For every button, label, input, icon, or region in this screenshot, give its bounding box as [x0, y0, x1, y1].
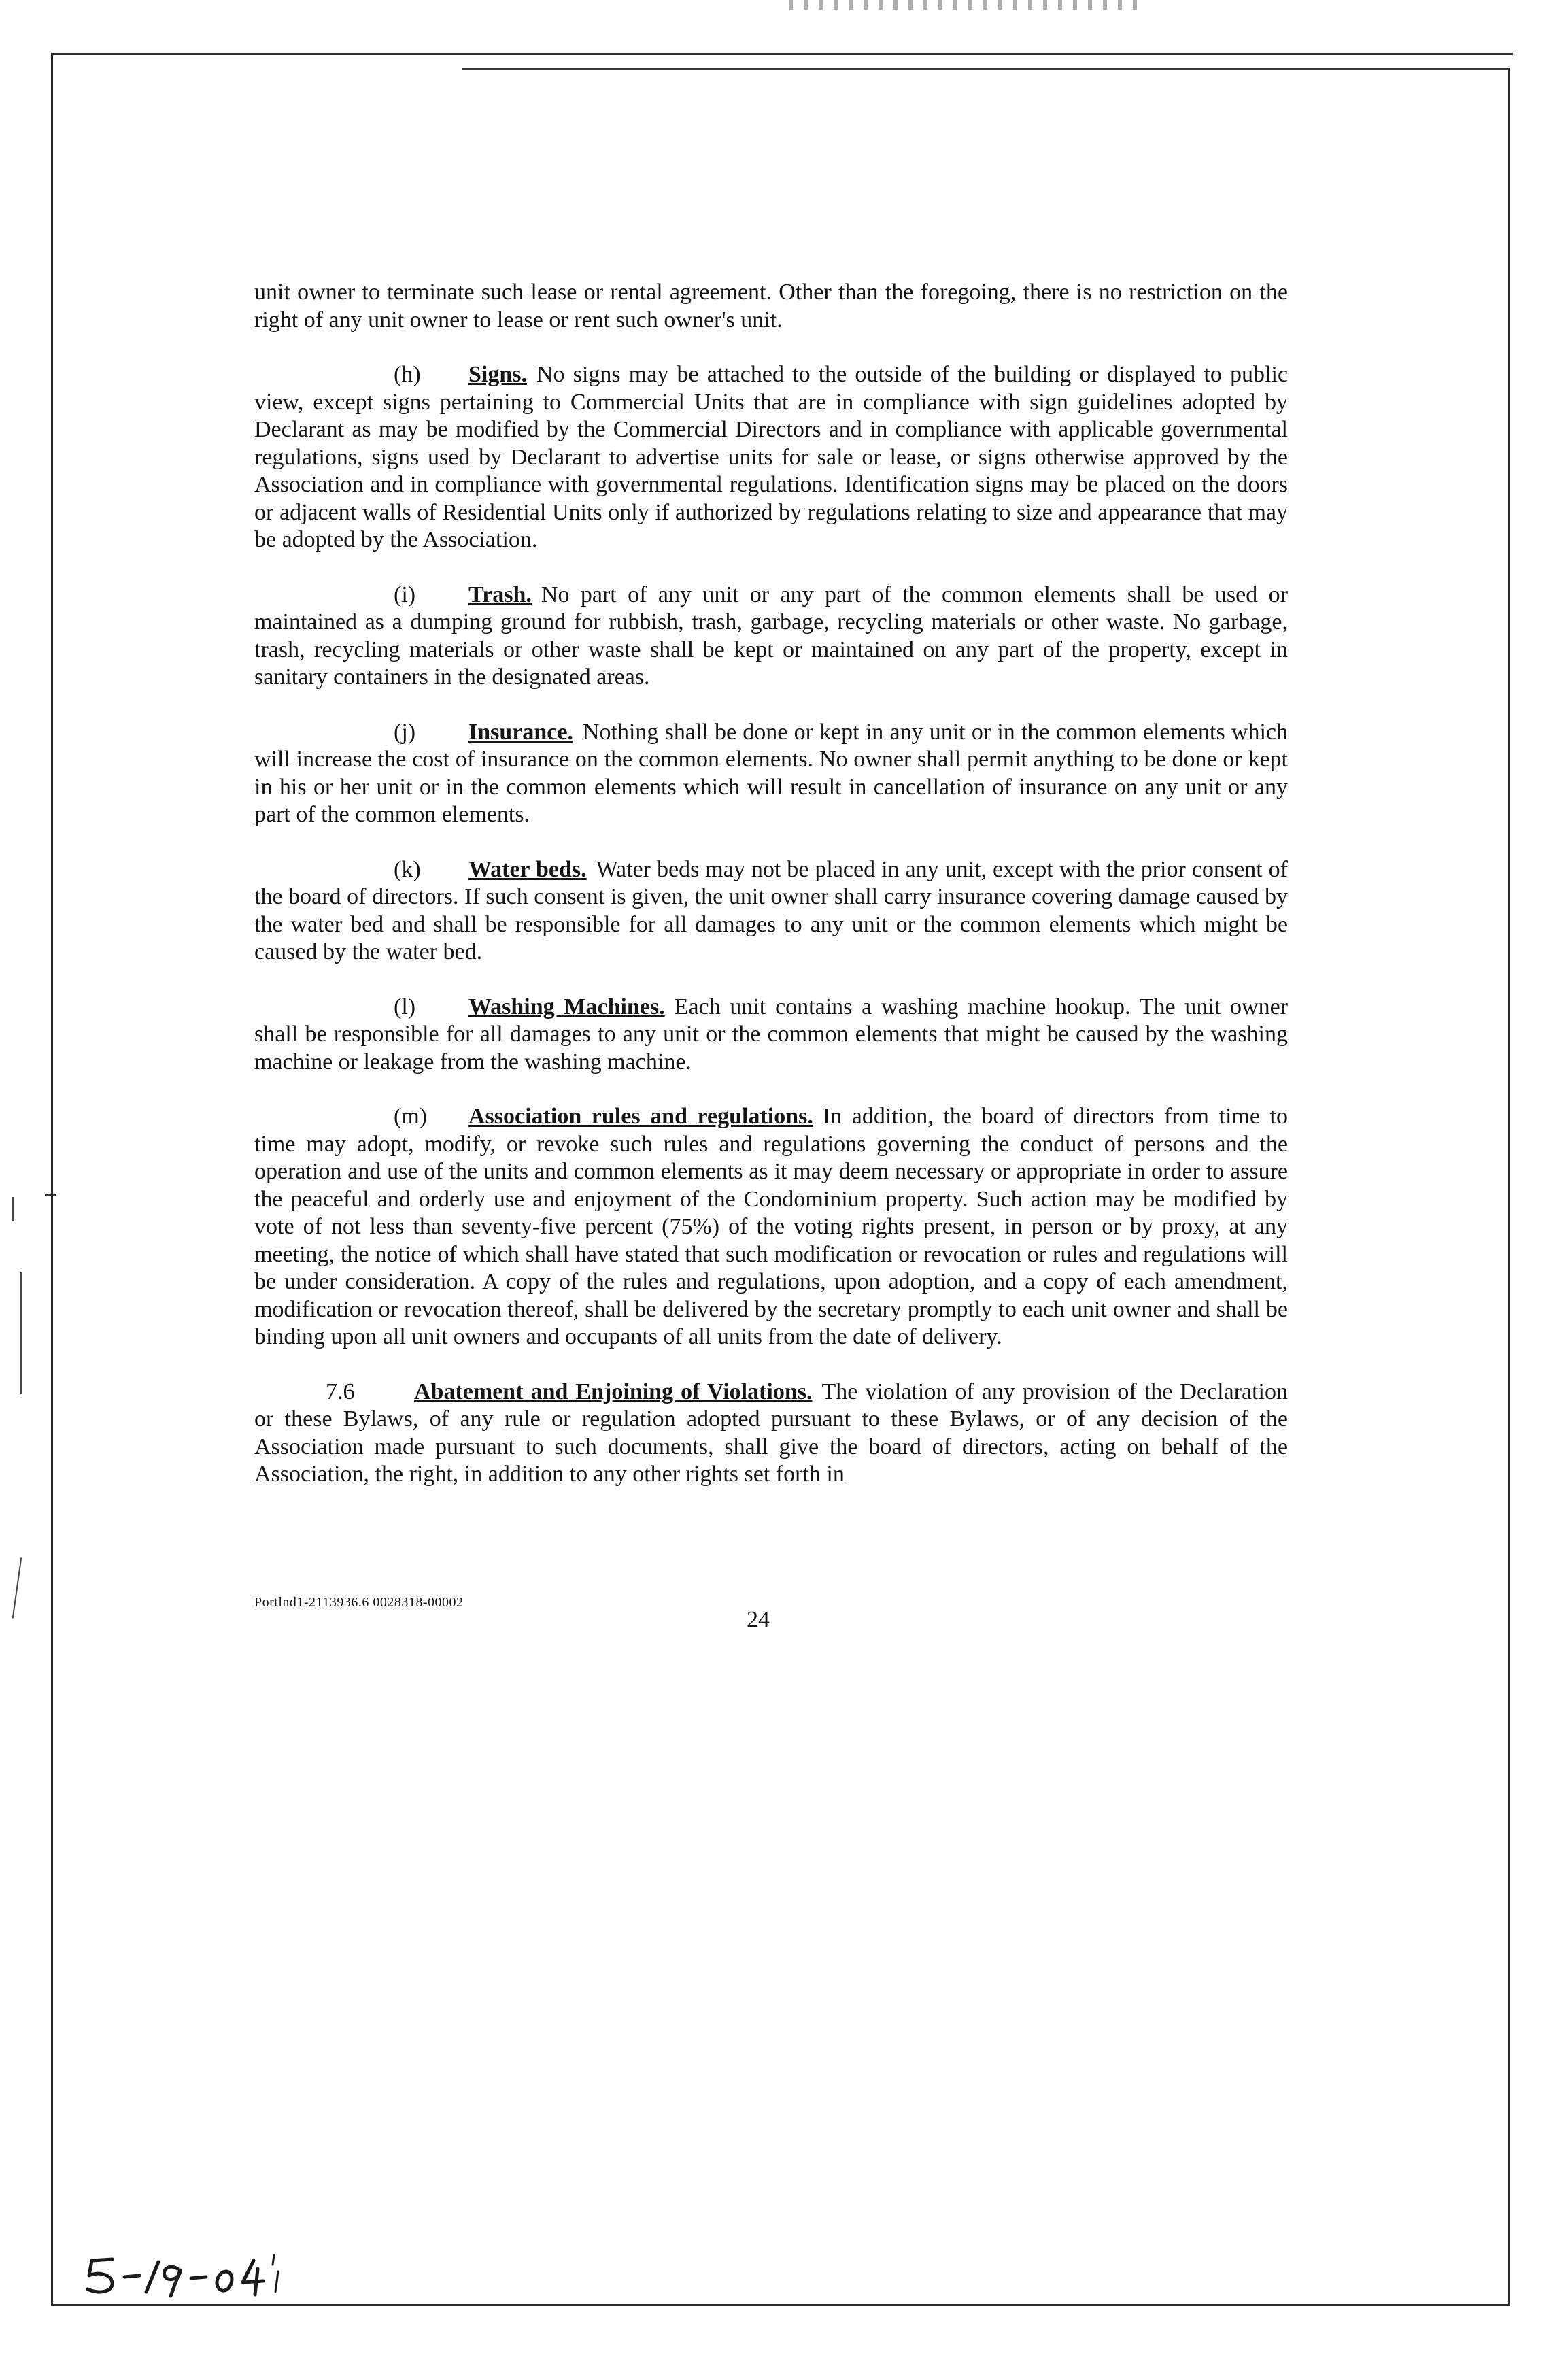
paragraph-text: Each unit contains a washing machine hookup. The unit owner shall be responsible for all damages to any unit or the common elements that might be caused by the washing machine or leakage from the washing machine.: [254, 994, 1288, 1075]
margin-pencil-mark: [20, 1272, 22, 1394]
paragraph-marker: (j): [394, 719, 416, 745]
margin-dash-mark: [45, 1194, 56, 1196]
border-line-right: [1508, 68, 1510, 2305]
paragraph-heading: Water beds.: [468, 856, 587, 882]
document-body: [254, 279, 1288, 1516]
paragraph-text: Nothing shall be done or kept in any unit or in the common elements which will increase the cost of insurance on the common elements. No owner shall permit anything to be done or kept in his or her unit or in the common elements which will result in cancellation of insurance on any unit or any part of the common elements.: [254, 719, 1288, 827]
border-line-top-inner: [462, 68, 1510, 70]
paragraph-j-insurance: [254, 719, 1288, 829]
paragraph-text: No part of any unit or any part of the common elements shall be used or maintained as a dumping ground for rubbish, trash, garbage, recycling materials or other waste. No garbage, trash, recycling materials or other waste shall be kept or maintained on any part of the property, except in sanitary containers in the designated areas.: [254, 581, 1288, 690]
paragraph-text: unit owner to terminate such lease or rental agreement. Other than the foregoing, there is no restriction on the right of any unit owner to lease or rent such owner's unit.: [254, 280, 1288, 333]
paragraph-heading: Association rules and regulations.: [468, 1104, 813, 1129]
paragraph-text: In addition, the board of directors from time to time may adopt, modify, or revoke such rules and regulations governing the conduct of persons and the operation and use of the units and common elements as it may deem necessary or appropriate in order to assure the peaceful and orderly use and enjoyment of the Condominium property. Such action may be modified by vote of not less than seventy-five percent (75%) of the voting rights present, in person or by proxy, at any meeting, the notice of which shall have stated that such modification or revocation or rules and regulations will be under consideration. A copy of the rules and regulations, upon adoption, and a copy of each amendment, modification or revocation thereof, shall be delivered by the secretary promptly to each unit owner and shall be binding upon all unit owners and occupants of all units from the date of delivery.: [254, 1104, 1288, 1349]
paragraph-h-signs: [254, 361, 1288, 554]
paragraph-g-continuation: [254, 279, 1288, 334]
paragraph-m-association-rules: [254, 1103, 1288, 1351]
paragraph-l-washing-machines: [254, 994, 1288, 1077]
paragraph-marker: (i): [394, 581, 416, 607]
border-line-left: [51, 53, 53, 2304]
paragraph-marker: (m): [394, 1104, 428, 1129]
margin-pencil-mark: [12, 1557, 22, 1618]
border-line-bottom: [51, 2304, 1510, 2306]
paragraph-heading: Trash.: [468, 581, 532, 607]
paragraph-heading: Signs.: [468, 362, 527, 387]
page-number: 24: [747, 1607, 770, 1632]
section-number: 7.6: [326, 1379, 355, 1404]
paragraph-7-6-abatement: [254, 1379, 1288, 1489]
border-line-top: [51, 53, 1513, 55]
document-footer-id: Portlnd1-2113936.6 0028318-00002: [254, 1595, 464, 1610]
paragraph-i-trash: [254, 581, 1288, 692]
paragraph-text: The violation of any provision of the Declaration or these Bylaws, of any rule or regulation adopted pursuant to these Bylaws, or of any decision of the Association made pursuant to such documents, shall give the board of directors, acting on behalf of the Association, the right, in addition to any other rights set forth in: [254, 1379, 1288, 1487]
handwritten-date: [85, 2251, 330, 2299]
paragraph-k-water-beds: [254, 856, 1288, 966]
paragraph-marker: (h): [394, 362, 421, 387]
scan-artifact-top: [789, 0, 1142, 10]
paragraph-marker: (k): [394, 856, 421, 882]
paragraph-heading: Insurance.: [468, 719, 573, 745]
paragraph-marker: (l): [394, 994, 416, 1019]
margin-pencil-mark: [12, 1197, 14, 1221]
paragraph-text: Water beds may not be placed in any unit, except with the prior consent of the board of directors. If such consent is given, the unit owner shall carry insurance covering damage caused by the water bed and shall be responsible for all damages to any unit or the common elements which might be caused by the water bed.: [254, 856, 1288, 964]
paragraph-heading: Washing Machines.: [468, 994, 665, 1019]
paragraph-text: No signs may be attached to the outside of the building or displayed to public view, except signs pertaining to Commercial Units that are in compliance with sign guidelines adopted by Declarant as may be modified by the Commercial Directors and in compliance with applicable governmental regulations, signs used by Declarant to advertise units for sale or lease, or signs otherwise approved by the Association and in compliance with governmental regulations. Identification signs may be placed on the doors or adjacent walls of Residential Units only if authorized by regulations relating to size and appearance that may be adopted by the Association.: [254, 362, 1288, 552]
section-heading: Abatement and Enjoining of Violations.: [414, 1379, 813, 1404]
